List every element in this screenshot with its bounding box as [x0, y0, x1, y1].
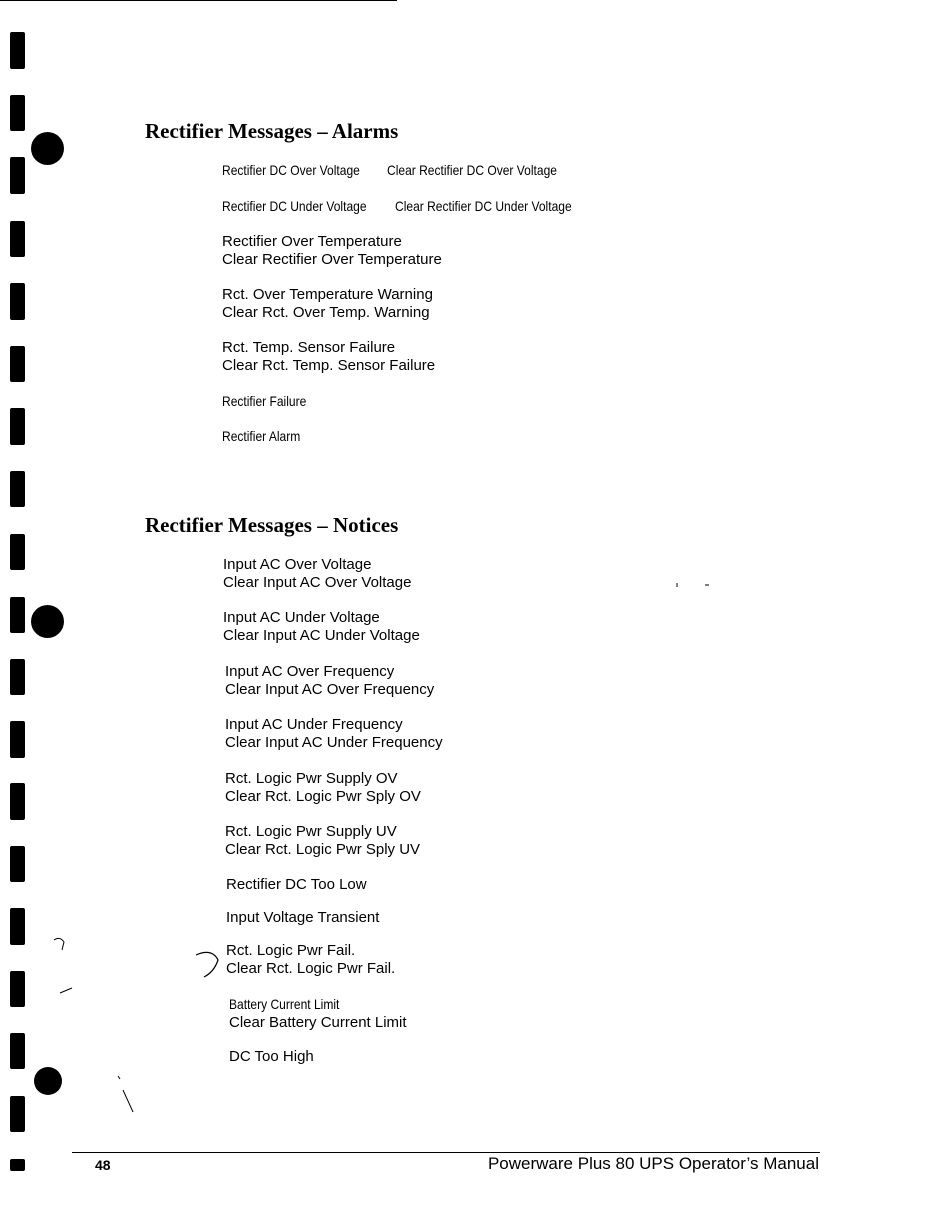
alarm-message-group: [222, 339, 722, 375]
alarm-message: Clear Rct. Over Temp. Warning: [222, 304, 430, 321]
notices-message-list: [223, 556, 723, 1066]
alarm-message-group: [222, 197, 722, 216]
notice-message: Clear Input AC Under Frequency: [225, 734, 443, 751]
alarms-section-title: Rectifier Messages – Alarms: [145, 119, 399, 143]
notice-message: Clear Rct. Logic Pwr Sply UV: [225, 841, 421, 858]
notice-message-group: [223, 770, 723, 806]
notice-message: Input AC Over Voltage: [223, 556, 372, 573]
notice-message: Input AC Over Frequency: [225, 663, 395, 680]
notice-message-group: [223, 609, 723, 645]
alarm-message: Rectifier DC Over Voltage: [222, 162, 360, 178]
alarm-message: Rectifier Failure: [222, 393, 307, 409]
page-number: 48: [95, 1157, 111, 1173]
alarm-message-group: [222, 286, 722, 322]
notice-message: Rct. Logic Pwr Supply OV: [225, 770, 398, 787]
footer-rule: [72, 1152, 820, 1153]
notice-message: DC Too High: [229, 1048, 314, 1065]
alarm-message: Rectifier Alarm: [222, 428, 301, 444]
notice-message-group: [223, 876, 723, 894]
notice-message-group: [223, 823, 723, 859]
notice-message-group: [223, 995, 723, 1032]
notice-message-group: [223, 663, 723, 699]
alarm-message-group: [222, 427, 722, 446]
notice-message: Clear Rct. Logic Pwr Fail.: [226, 960, 396, 977]
notice-message: Clear Battery Current Limit: [229, 1014, 407, 1031]
notice-message: Clear Rct. Logic Pwr Sply OV: [225, 788, 421, 805]
notice-message: Input AC Under Voltage: [223, 609, 380, 626]
notice-message-group: [223, 942, 723, 978]
alarm-message-group: [222, 233, 722, 269]
notice-message-group: [223, 909, 723, 927]
notice-message: Rct. Logic Pwr Fail.: [226, 942, 356, 959]
notice-message-group: [223, 556, 723, 592]
alarms-message-list: [222, 161, 722, 446]
notices-section-title: Rectifier Messages – Notices: [145, 513, 399, 537]
notice-message-group: [223, 1048, 723, 1066]
alarm-message: Rectifier Over Temperature: [222, 233, 402, 250]
alarm-message: Clear Rct. Temp. Sensor Failure: [222, 357, 436, 374]
alarm-message: Rct. Over Temperature Warning: [222, 286, 433, 303]
notice-message: Rct. Logic Pwr Supply UV: [225, 823, 397, 840]
alarm-message: Clear Rectifier DC Under Voltage: [394, 198, 572, 214]
manual-title: Powerware Plus 80 UPS Operator’s Manual: [487, 1154, 819, 1173]
notice-message: Rectifier DC Too Low: [226, 876, 367, 893]
notice-message: Battery Current Limit: [229, 996, 340, 1012]
notice-message: Input Voltage Transient: [226, 909, 380, 926]
alarm-message: Rct. Temp. Sensor Failure: [222, 339, 396, 356]
alarm-message: Rectifier DC Under Voltage: [222, 198, 367, 214]
alarm-message: Clear Rectifier DC Over Voltage: [386, 162, 557, 178]
notice-message: Input AC Under Frequency: [225, 716, 403, 733]
notice-message: Clear Input AC Over Voltage: [223, 574, 412, 591]
alarm-message: Clear Rectifier Over Temperature: [222, 251, 442, 268]
alarm-message-group: [222, 392, 722, 411]
notice-message: Clear Input AC Under Voltage: [223, 627, 420, 644]
notice-message: Clear Input AC Over Frequency: [225, 681, 435, 698]
notice-message-group: [223, 716, 723, 752]
alarm-message-group: [222, 161, 722, 180]
